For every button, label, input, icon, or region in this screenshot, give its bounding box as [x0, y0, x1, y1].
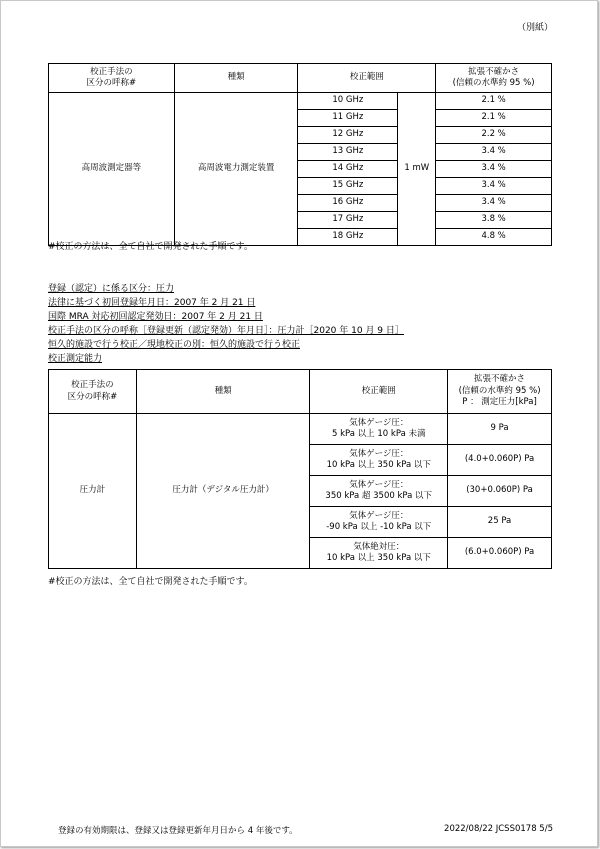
- info-facility-type: 恒久的施設で行う校正／現地校正の別：恒久的施設で行う校正: [48, 340, 301, 350]
- info-method-renewal: 校正手法の区分の呼称［登録更新（認定発効）年月日］：圧力計［2020 年 10 月 9 日］: [48, 326, 404, 336]
- table2-header-method: 校正手法の 区分の呼称#: [49, 370, 137, 414]
- table-row: [49, 414, 552, 445]
- table1-freq-cell: 11 GHz: [298, 110, 398, 127]
- table1-freq-cell: 14 GHz: [298, 161, 398, 178]
- table1-unc-cell: 2.1 %: [436, 93, 552, 110]
- table2-range-cell: 気体ゲージ圧： 350 kPa 超 3500 kPa 以下: [310, 476, 448, 507]
- calibration-table-rf: [48, 63, 552, 246]
- table2-unc-cell: 9 Pa: [448, 414, 552, 445]
- attachment-note: （別紙）: [516, 23, 553, 33]
- table1-footnote: #校正の方法は、全て自社で開発された手順です。: [48, 242, 253, 252]
- table2-header-uncertainty: 拡張不確かさ (信頼の水準約 95 %) P ： 測定圧力[kPa]: [448, 370, 552, 414]
- table2-range-cell: 気体ゲージ圧： 10 kPa 以上 350 kPa 以下: [310, 445, 448, 476]
- table1-unc-cell: 3.4 %: [436, 144, 552, 161]
- table1-type-cell: 高周波電力測定装置: [174, 93, 298, 246]
- table1-freq-cell: 13 GHz: [298, 144, 398, 161]
- table1-power-cell: 1 mW: [398, 93, 436, 246]
- table2-header-type: 種類: [136, 370, 310, 414]
- table2-header-range: 校正範囲: [310, 370, 448, 414]
- info-initial-registration: 法律に基づく初回登録年月日：2007 年 2 月 21 日: [48, 298, 256, 308]
- table1-unc-cell: 3.8 %: [436, 212, 552, 229]
- table2-unc-cell: 25 Pa: [448, 507, 552, 538]
- table1-freq-cell: 16 GHz: [298, 195, 398, 212]
- info-cmc-title: 校正測定能力: [48, 354, 103, 364]
- table1-freq-cell: 10 GHz: [298, 93, 398, 110]
- table1-header-type: 種類: [174, 64, 298, 93]
- page-identifier: 2022/08/22 JCSS0178 5/5: [444, 824, 553, 834]
- table1-method-cell: 高周波測定器等: [49, 93, 175, 246]
- table1-freq-cell: 12 GHz: [298, 127, 398, 144]
- table2-range-cell: 気体絶対圧： 10 kPa 以上 350 kPa 以下: [310, 538, 448, 569]
- table1-header-range: 校正範囲: [298, 64, 436, 93]
- table1-unc-cell: 2.1 %: [436, 110, 552, 127]
- table1-unc-cell: 4.8 %: [436, 229, 552, 246]
- table1-header-method: 校正手法の 区分の呼称#: [49, 64, 175, 93]
- info-mra-date: 国際 MRA 対応初回認定発効日：2007 年 2 月 21 日: [48, 312, 263, 322]
- table1-header-uncertainty: 拡張不確かさ (信頼の水準約 95 %): [436, 64, 552, 93]
- table2-unc-cell: (30+0.060P) Pa: [448, 476, 552, 507]
- table1-freq-cell: 17 GHz: [298, 212, 398, 229]
- table2-range-cell: 気体ゲージ圧： 5 kPa 以上 10 kPa 未満: [310, 414, 448, 445]
- table1-header-row: [49, 64, 552, 93]
- info-category: 登録（認定）に係る区分：圧力: [48, 284, 175, 294]
- table2-range-cell: 気体ゲージ圧： -90 kPa 以上 -10 kPa 以下: [310, 507, 448, 538]
- table1-freq-cell: 15 GHz: [298, 178, 398, 195]
- table1-unc-cell: 3.4 %: [436, 178, 552, 195]
- table2-method-cell: 圧力計: [49, 414, 137, 569]
- table-row: [49, 93, 552, 110]
- table1-unc-cell: 2.2 %: [436, 127, 552, 144]
- table1-unc-cell: 3.4 %: [436, 195, 552, 212]
- table2-unc-cell: (6.0+0.060P) Pa: [448, 538, 552, 569]
- table2-footnote: #校正の方法は、全て自社で開発された手順です。: [48, 577, 253, 587]
- table2-header-row: [49, 370, 552, 414]
- table2-type-cell: 圧力計（デジタル圧力計）: [136, 414, 310, 569]
- validity-note: 登録の有効期限は、登録又は登録更新年月日から 4 年後です。: [58, 826, 298, 836]
- table1-unc-cell: 3.4 %: [436, 161, 552, 178]
- calibration-table-pressure: [48, 369, 552, 569]
- registration-info: [48, 282, 404, 366]
- table1-freq-cell: 18 GHz: [298, 229, 398, 246]
- table2-unc-cell: (4.0+0.060P) Pa: [448, 445, 552, 476]
